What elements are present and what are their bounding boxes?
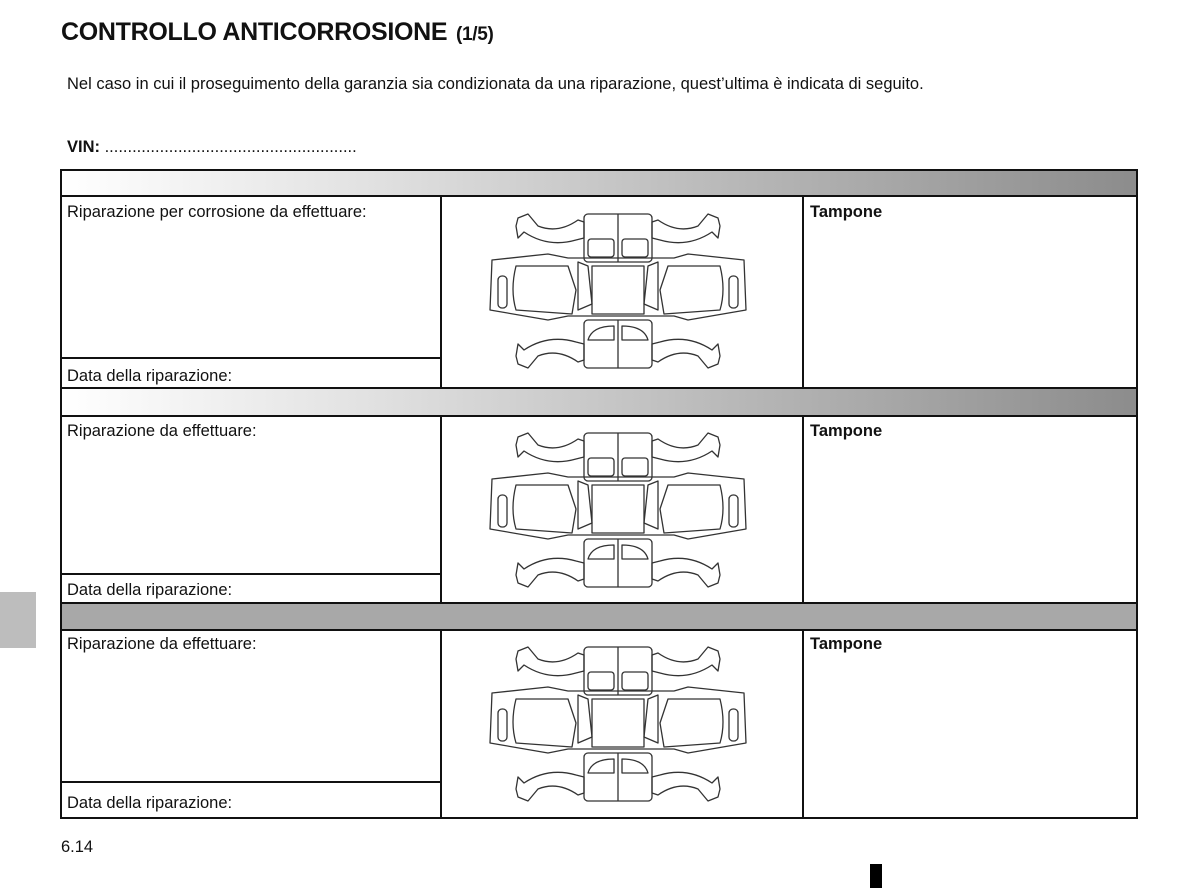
title-part-indicator: (1/5)	[455, 24, 494, 45]
print-registration-mark	[870, 864, 882, 888]
repair-label-3: Riparazione da effettuare:	[67, 635, 257, 653]
repair-record-table	[60, 169, 1138, 819]
page-number: 6.14	[61, 838, 94, 856]
stamp-label-3: Tampone	[810, 635, 883, 653]
car-diagram-svg	[488, 643, 748, 806]
title-text: CONTROLLO ANTICORROSIONE	[61, 18, 448, 46]
repair-date-label-3: Data della riparazione:	[67, 794, 233, 812]
column-divider	[440, 197, 442, 387]
repair-label-2: Riparazione da effettuare:	[67, 422, 257, 440]
vin-dotted-line: .......................................................	[104, 138, 357, 156]
stamp-label-2: Tampone	[810, 422, 883, 440]
date-divider-3	[62, 781, 440, 783]
chapter-side-tab	[0, 592, 36, 648]
section-header-band-1	[62, 171, 1136, 197]
date-divider-2	[62, 573, 440, 575]
vin-label: VIN:	[67, 138, 100, 156]
section-header-band-2	[62, 387, 1136, 417]
stamp-label-1: Tampone	[810, 203, 883, 221]
date-divider-1	[62, 357, 440, 359]
column-divider	[802, 631, 804, 819]
page-title	[61, 18, 494, 47]
repair-label-1: Riparazione per corrosione da effettuare:	[67, 203, 367, 221]
car-body-diagram-2	[488, 429, 748, 592]
repair-date-label-1: Data della riparazione:	[67, 367, 233, 385]
column-divider	[440, 417, 442, 602]
column-divider	[802, 197, 804, 387]
car-diagram-svg	[488, 429, 748, 592]
section-header-band-3	[62, 602, 1136, 631]
column-divider	[802, 417, 804, 602]
vin-field	[67, 138, 357, 157]
car-diagram-svg	[488, 210, 748, 373]
car-body-diagram-1	[488, 210, 748, 373]
repair-date-label-2: Data della riparazione:	[67, 581, 233, 599]
car-body-diagram-3	[488, 643, 748, 806]
column-divider	[440, 631, 442, 819]
intro-text: Nel caso in cui il proseguimento della garanzia sia condizionata da una riparazione, quest’ultima è indicata di seguito.	[67, 75, 924, 93]
